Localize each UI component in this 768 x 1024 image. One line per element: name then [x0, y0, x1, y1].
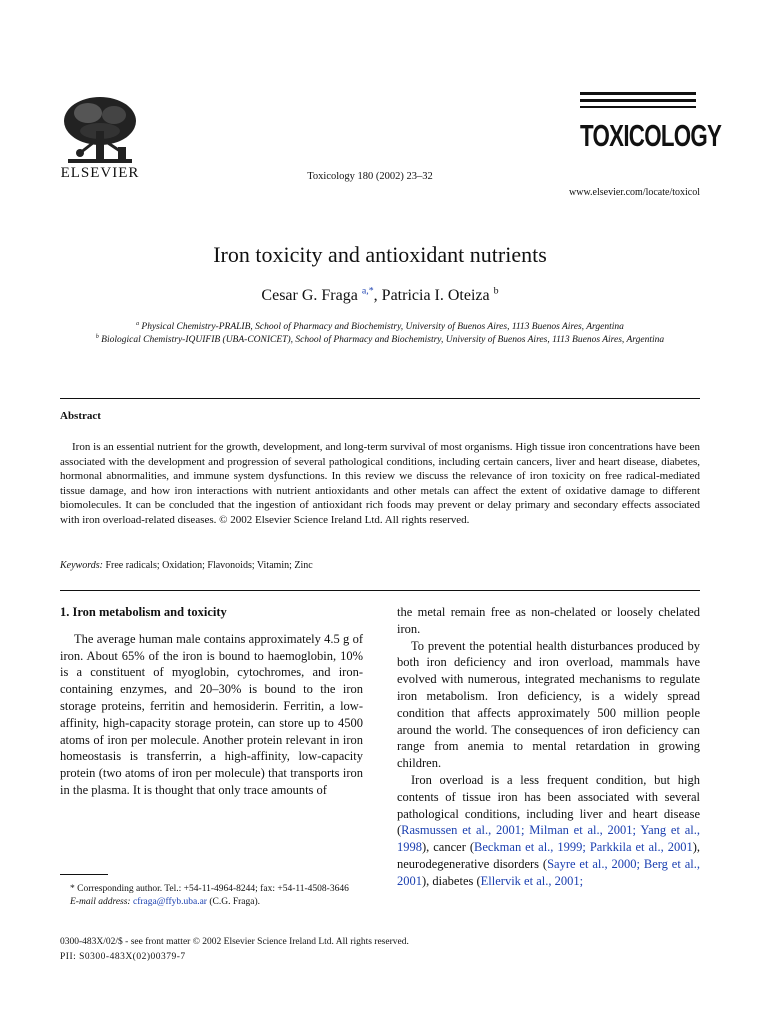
paragraph-text: ), neurodegenerative disorders ( — [397, 840, 700, 871]
author-name: Patricia I. Oteiza — [381, 287, 490, 304]
divider — [60, 398, 700, 399]
paragraph-text: ), cancer ( — [422, 840, 474, 855]
footnote — [60, 883, 363, 909]
keywords-label: Keywords: — [60, 560, 103, 571]
body-paragraph: the metal remain free as non-chelated or loosely chelated iron. — [397, 605, 700, 636]
abstract-heading: Abstract — [60, 410, 101, 422]
tree-logo-icon — [60, 95, 140, 167]
affiliation-mark: b — [95, 333, 99, 340]
masthead-rule — [580, 106, 696, 108]
pii-line: PII: S0300-483X(02)00379-7 — [60, 952, 186, 962]
section-heading: 1. Iron metabolism and toxicity — [60, 605, 227, 619]
journal-name: TOXICOLOGY — [580, 118, 722, 153]
masthead-rule — [580, 92, 696, 95]
affiliation-mark: a — [136, 320, 140, 327]
body-paragraph — [397, 772, 700, 890]
article-title: Iron toxicity and antioxidant nutrients — [213, 242, 547, 267]
affiliation-text: Physical Chemistry-PRALIB, School of Pharmacy and Biochemistry, University of Buenos Aires, 1113 Buenos Aires, Argentina — [141, 322, 624, 332]
email-suffix: (C.G. Fraga). — [206, 897, 260, 907]
paragraph-text: ), diabetes ( — [422, 873, 481, 888]
left-column — [60, 604, 363, 799]
footnote-rule — [60, 874, 108, 875]
abstract-text: Iron is an essential nutrient for the growth, development, and long-term survival of most organisms. High tissue iron concentrations have been associated with the development and progression of several pathological conditions, including certain cancers, liver and heart disease, diabetes, hormonal abnormalities, and immune system dysfunctions. In this review we discuss the relevance of iron toxicity on free radical-mediated tissue damage, and how iron interactions with nutrient antioxidants and other metals can affect the extent of oxidative damage to different biomolecules. It can be concluded that the ingestion of antioxidant rich foods may prevent or delay primary and secondary effects associated with iron overload-related diseases. © 2002 Elsevier Science Ireland Ltd. All rights reserved. — [60, 441, 700, 526]
divider — [60, 590, 700, 591]
paragraph-text: Iron overload is a less frequent condition, but high contents of tissue iron has been associated with several pathological conditions, including liver and heart disease ( — [397, 772, 700, 838]
affiliation — [60, 334, 700, 347]
publisher-logo — [58, 95, 142, 182]
author-name: Cesar G. Fraga — [261, 287, 358, 304]
body-paragraph: The average human male contains approximately 4.5 g of iron. About 65% of the iron is bound to haemoglobin, 10% is a constituent of myoglobin, cytochromes, and iron-containing enzymes, and 20–30% is bound to the iron storage proteins, ferritin and hemosiderin. Ferritin, a low-affinity, high-capacity storage protein, can store up to 4500 atoms of iron per molecule. Another protein relevant in iron homeostasis is transferrin, a high-affinity, low-capacity protein (two atoms of iron per molecule) that transports iron in the plasma. It is thought that only trace amounts of — [60, 631, 363, 797]
citation-link[interactable]: Rasmussen et al., 2001; Milman et al., 2001; Yang et al., 1998 — [397, 823, 700, 855]
masthead-rule — [580, 99, 696, 102]
journal-url-link[interactable]: www.elsevier.com/locate/toxicol — [569, 187, 700, 198]
affiliation — [60, 321, 700, 334]
affiliation-text: Biological Chemistry-IQUIFIB (UBA-CONICET), School of Pharmacy and Biochemistry, University of Buenos Aires, 1113 Buenos Aires, Argentina — [101, 335, 665, 345]
author-list — [60, 287, 700, 305]
publisher-name: ELSEVIER — [60, 165, 140, 181]
email-label: E-mail address: — [70, 897, 131, 907]
citation-link[interactable]: Beckman et al., 1999; Parkkila et al., 2001 — [474, 840, 693, 855]
keywords — [60, 560, 700, 571]
author-separator: , — [373, 287, 382, 304]
citation-link[interactable]: Ellervik et al., 2001; — [480, 873, 584, 888]
email-line — [60, 896, 363, 909]
right-column — [397, 604, 700, 890]
author-affiliation-mark[interactable]: a,* — [361, 285, 374, 297]
corresponding-author-note: * Corresponding author. Tel.: +54-11-4964-8244; fax: +54-11-4508-3646 — [70, 884, 349, 894]
author-affiliation-mark: b — [493, 285, 499, 297]
email-link[interactable]: cfraga@ffyb.uba.ar — [132, 897, 207, 907]
journal-citation: Toxicology 180 (2002) 23–32 — [307, 171, 433, 182]
journal-masthead — [580, 92, 722, 154]
keywords-list: Free radicals; Oxidation; Flavonoids; Vitamin; Zinc — [105, 560, 313, 571]
citation-link[interactable]: Sayre et al., 2000; Berg et al., 2001 — [397, 856, 700, 888]
front-matter-line: 0300-483X/02/$ - see front matter © 2002 Elsevier Science Ireland Ltd. All rights reserved. — [60, 937, 409, 947]
body-paragraph: To prevent the potential health disturbances produced by both iron deficiency and iron overload, mammals have evolved with numerous, integrated mechanisms to regulate iron metabolism. Iron deficiency, is a widely spread condition that affects approximately 500 million people around the world. The consequences of iron deficiency can range from anemia to mental retardation in growing children. — [397, 638, 700, 771]
